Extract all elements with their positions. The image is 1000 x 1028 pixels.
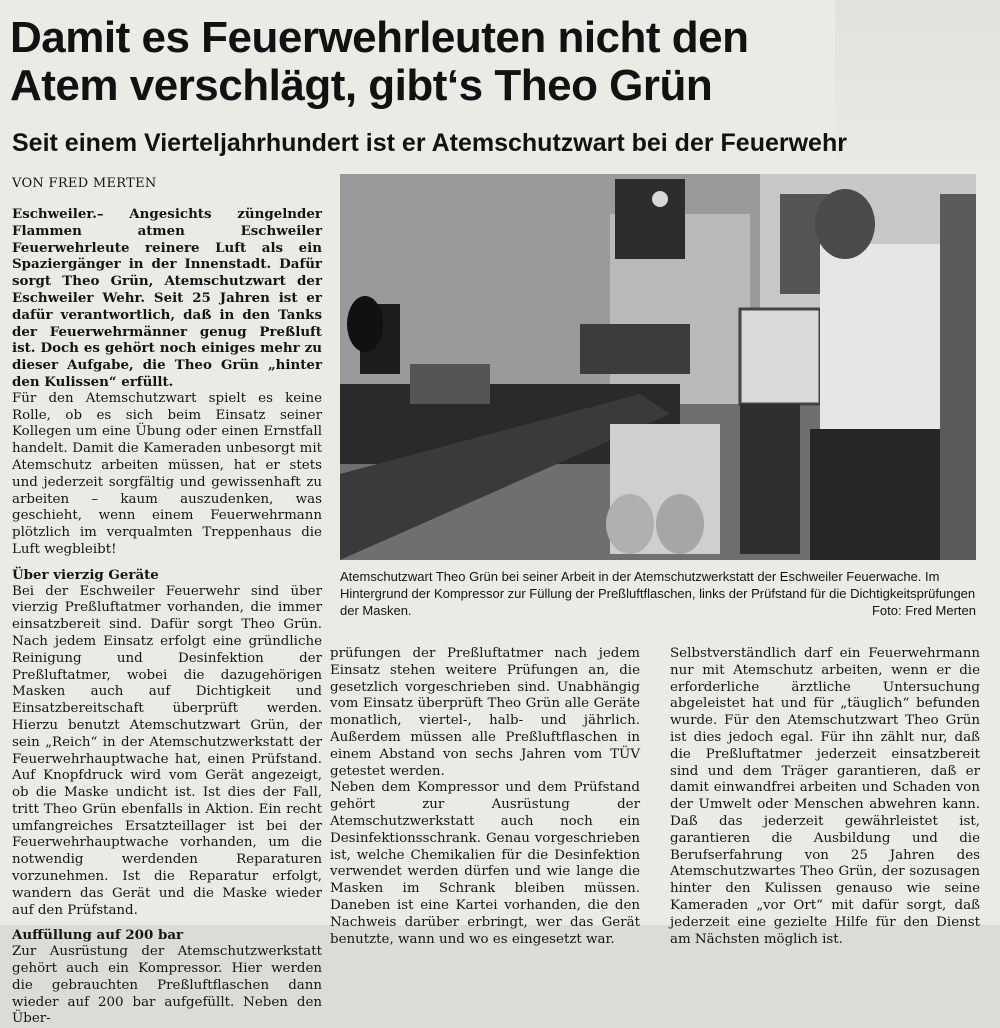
column-2 (330, 646, 640, 948)
paragraph-5: Neben dem Kompressor und dem Prüfstand gehört zur Ausrüstung der Atemschutzwerkstatt auch noch ein Desinfektionsschrank. Genau vorgeschrieben ist, welche Chemikalien für die Desinfektion verwendet werden dürfen und wie lange die Masken im Schrank bleiben müssen. Daneben ist eine Kartei vorhanden, die den Nachweis darüber erbringt, wer das Gerät benutzte, wann und wo es eingesetzt war. (330, 780, 640, 947)
photo-caption (340, 568, 976, 619)
subheadline: Seit einem Vierteljahrhundert ist er Atemschutzwart bei der Feuerwehr (12, 129, 847, 157)
headline (10, 14, 870, 110)
workshop-photo (340, 174, 976, 560)
section-heading-2: Auffüllung auf 200 bar (12, 927, 184, 944)
section-heading-1: Über vierzig Geräte (12, 566, 159, 583)
paragraph-2: Bei der Eschweiler Feuerwehr sind über vierzig Preßluftatmer vorhanden, die immer einsatzbereit sind. Dafür sorgt Theo Grün. Nach jedem Einsatz erfolgt eine gründliche Reinigung und Desinfektion der Preßluftatmer, wobei die dazugehörigen Masken auch auf Dichtigkeit und Einsatzbereitschaft überprüft werden. Hierzu benutzt Atemschutzwart Grün, der sein „Reich“ in der Atemschutzwerkstatt der Feuerwehrhauptwache hat, einen Prüfstand. Auf Knopfdruck wird vom Gerät angezeigt, ob die Maske undicht ist. Ist dies der Fall, tritt Theo Grün ebenfalls in Aktion. Ein recht umfangreiches Ersatzteillager ist bei der Feuerwehrhauptwache vorhanden, um die notwendig werdenden Reparaturen vorzunehmen. Ist die Reparatur erfolgt, wandern das Gerät und die Maske wieder auf den Prüfstand. (12, 583, 322, 918)
paragraph-4: prüfungen der Preßluftatmer nach jedem Einsatz stehen weitere Prüfungen an, die gesetzlich vorgeschrieben sind. Unabhängig vom Einsatz überprüft Theo Grün alle Geräte monatlich, viertel-, halb- und jährlich. Außerdem müssen alle Preßluftflaschen in einem Abstand von sechs Jahren vom TÜV getestet werden. (330, 646, 640, 779)
caption-text: Atemschutzwart Theo Grün bei seiner Arbeit in der Atemschutzwerkstatt der Eschweiler Feuerwache. Im Hintergrund der Kompressor zur Füllung der Preßluftflaschen, links der Prüfstand für die Dichtigkeitsprüfungen der Masken. (340, 569, 976, 618)
photo-illustration (340, 174, 976, 560)
byline: VON FRED MERTEN (12, 176, 157, 191)
column-3 (670, 646, 980, 948)
paragraph-6: Selbstverständlich darf ein Feuerwehrmann nur mit Atemschutz arbeiten, wenn er die erforderliche ärztliche Untersuchung abgeleistet hat und für „täuglich“ befunden wurde. Für den Atemschutzwart Theo Grün ist dies jedoch egal. Für ihn zählt nur, daß die Preßluftatmer jederzeit einsatzbereit sind und dem Träger garantieren, daß er damit einwandfrei arbeiten und Schaden von der Umwelt oder Menschen abwehren kann. Daß das jederzeit gewährleistet ist, garantieren die Ausbildung und die Berufserfahrung von 25 Jahren des Atemschutzwartes Theo Grün, der sozusagen hinter den Kulissen genauso wie seine Kameraden „vor Ort“ mit dafür sorgt, daß jederzeit eine gezielte Hilfe für den Dienst am Nächsten möglich ist. (670, 646, 980, 947)
lead-paragraph: Eschweiler.– Angesichts züngelnder Flammen atmen Eschweiler Feuerwehrleute reinere Luft als ein Spaziergänger in der Innenstadt. Dafür sorgt Theo Grün, Atemschutzwart der Eschweiler Wehr. Seit 25 Jahren ist er dafür verantwortlich, daß in den Tanks der Feuerwehrmänner genug Preßluft ist. Doch es gehört noch einiges mehr zu dieser Aufgabe, die Theo Grün „hinter den Kulissen“ erfüllt. (12, 206, 322, 390)
headline-line-1: Damit es Feuerwehrleuten nicht den (10, 13, 749, 62)
paragraph-1: Für den Atemschutzwart spielt es keine Rolle, ob es sich beim Einsatz seiner Kollegen um eine Übung oder einen Ernstfall handelt. Damit die Kameraden unbesorgt mit Atemschutz arbeiten müssen, hat er stets und jederzeit sorgfältig und gewissenhaft zu arbeiten – kaum auszudenken, was geschieht, wenn einem Feuerwehrmann plötzlich im verqualmten Treppenhaus die Luft wegbleibt! (12, 390, 322, 557)
photo-credit: Foto: Fred Merten (871, 603, 976, 618)
headline-line-2: Atem verschlägt, gibt‘s Theo Grün (10, 61, 713, 110)
column-1 (12, 206, 322, 1028)
paragraph-3: Zur Ausrüstung der Atemschutzwerkstatt gehört auch ein Kompressor. Hier werden die gebrauchten Preßluftflaschen dann wieder auf 200 bar aufgefüllt. Neben den Über- (12, 944, 322, 1027)
